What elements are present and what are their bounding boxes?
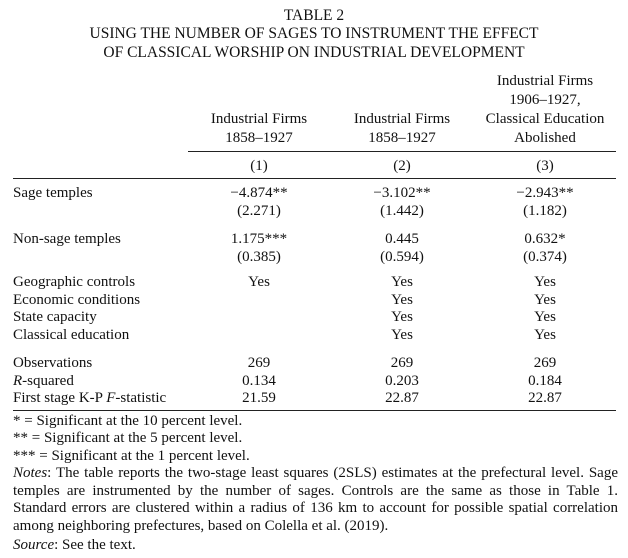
col3-header-line-1: Industrial Firms (496, 73, 594, 89)
observations-col2: 269 (390, 355, 414, 371)
col1-number: (1) (250, 158, 268, 174)
table-title-line-1: USING THE NUMBER OF SAGES TO INSTRUMENT THE EFFECT (89, 25, 539, 42)
geo-controls-col2: Yes (391, 274, 413, 290)
col2-header-line-1: Industrial Firms (353, 111, 451, 127)
footnote-notes: Notes: The table reports the two-stage least squares (2SLS) estimates at the prefectural level. Sage temples are instrumented by the number of sages. Controls are the same as those in Table 1. Standard errors are clustered within a radius of 136 km to account for possible spatial correlation among neighboring prefectures, based on Colella et al. (2019). (13, 465, 618, 534)
sage-se-col2: (1.442) (380, 203, 424, 219)
observations-col3: 269 (533, 355, 557, 371)
row-label-non-sage-temples: Non-sage temples (13, 231, 121, 247)
col3-header-line-4: Abolished (514, 130, 576, 146)
sage-coef-col1: −4.874** (230, 185, 288, 201)
col3-header-line-3: Classical Education (485, 111, 605, 127)
row-label-classical-education: Classical education (13, 327, 130, 343)
col3-number: (3) (536, 158, 554, 174)
sage-coef-col2: −3.102** (373, 185, 431, 201)
body-top-rule (13, 178, 616, 179)
nonsage-coef-col3: 0.632* (524, 231, 566, 247)
state-capacity-col2: Yes (391, 309, 413, 325)
sage-se-col3: (1.182) (523, 203, 567, 219)
nonsage-se-col1: (0.385) (237, 249, 281, 265)
col1-header-line-1: Industrial Firms (210, 111, 308, 127)
footnote-sig-5: ** = Significant at the 5 percent level. (13, 430, 243, 446)
classical-education-col2: Yes (391, 327, 413, 343)
observations-col1: 269 (247, 355, 271, 371)
footnote-source: Source: See the text. (13, 537, 136, 553)
state-capacity-col3: Yes (534, 309, 556, 325)
row-label-sage-temples: Sage temples (13, 185, 93, 201)
first-stage-f-col1: 21.59 (242, 390, 276, 406)
nonsage-coef-col1: 1.175*** (230, 231, 288, 247)
classical-education-col3: Yes (534, 327, 556, 343)
nonsage-se-col2: (0.594) (380, 249, 424, 265)
r-squared-col2: 0.203 (385, 373, 419, 389)
first-stage-f-col3: 22.87 (528, 390, 562, 406)
row-label-r-squared: R-squared (13, 373, 74, 389)
table-label: TABLE 2 (283, 7, 345, 24)
col2-number: (2) (393, 158, 411, 174)
row-label-economic-conditions: Economic conditions (13, 292, 141, 308)
footnote-sig-10: * = Significant at the 10 percent level. (13, 413, 243, 429)
nonsage-se-col3: (0.374) (523, 249, 567, 265)
sage-coef-col3: −2.943** (516, 185, 574, 201)
row-label-state-capacity: State capacity (13, 309, 97, 325)
col2-header-line-2: 1858–1927 (368, 130, 436, 146)
col3-header-line-2: 1906–1927, (509, 92, 581, 108)
row-label-geographic-controls: Geographic controls (13, 274, 136, 290)
r-squared-col3: 0.184 (528, 373, 562, 389)
body-bottom-rule (13, 410, 616, 411)
header-rule (188, 151, 616, 152)
col1-header-line-2: 1858–1927 (225, 130, 293, 146)
footnote-sig-1: *** = Significant at the 1 percent level. (13, 448, 250, 464)
r-squared-col1: 0.134 (242, 373, 276, 389)
table-title-line-2: OF CLASSICAL WORSHIP ON INDUSTRIAL DEVELOPMENT (103, 44, 525, 61)
geo-controls-col3: Yes (534, 274, 556, 290)
row-label-observations: Observations (13, 355, 93, 371)
econ-conditions-col2: Yes (391, 292, 413, 308)
sage-se-col1: (2.271) (237, 203, 281, 219)
nonsage-coef-col2: 0.445 (385, 231, 419, 247)
econ-conditions-col3: Yes (534, 292, 556, 308)
first-stage-f-col2: 22.87 (385, 390, 419, 406)
geo-controls-col1: Yes (248, 274, 270, 290)
row-label-first-stage-f: First stage K-P F-statistic (13, 390, 167, 406)
